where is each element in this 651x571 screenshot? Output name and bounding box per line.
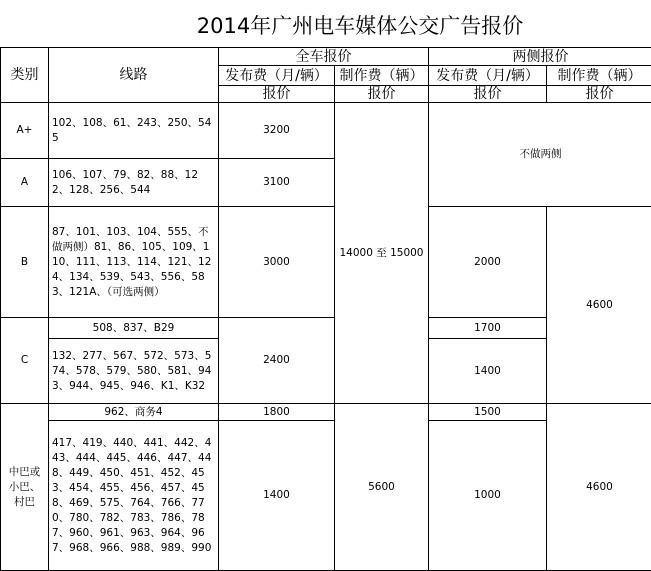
side-publish-c-1: 1700: [429, 318, 547, 339]
routes-mini-2: 417、419、440、441、442、443、444、445、446、447、448、449、450、451、452、453、454、455、456、457、458、469、575、764、766、770、780、782、783、786、787、960、961、963、964、967、968、966、988、989、990: [49, 421, 219, 571]
header-both-sides: 两侧报价: [429, 48, 651, 66]
category-c: C: [1, 318, 49, 404]
side-production-main: 4600: [547, 207, 651, 404]
full-publish-c: 2400: [219, 318, 335, 404]
full-publish-mini-2: 1400: [219, 421, 335, 571]
price-table: [0, 47, 651, 571]
category-a-plus: A+: [1, 103, 49, 159]
full-production-main: 14000 至 15000: [335, 103, 429, 404]
header-side-production-fee: 制作费（辆）: [547, 66, 651, 86]
header-full-production-fee: 制作费（辆）: [335, 66, 429, 86]
full-publish-mini-1: 1800: [219, 404, 335, 421]
header-side-publish-fee: 发布费（月/辆）: [429, 66, 547, 86]
header-side-production-price: 报价: [547, 86, 651, 103]
full-publish-a: 3100: [219, 159, 335, 207]
category-mini-bus: 中巴或小巴、村巴: [1, 404, 49, 571]
full-publish-a-plus: 3200: [219, 103, 335, 159]
header-route: 线路: [49, 48, 219, 103]
header-category: 类别: [1, 48, 49, 103]
side-publish-mini-2: 1000: [429, 421, 547, 571]
page-title: 2014年广州电车媒体公交广告报价: [170, 10, 550, 42]
header-full-publish-fee: 发布费（月/辆）: [219, 66, 335, 86]
side-publish-b: 2000: [429, 207, 547, 318]
routes-mini-1: 962、商务4: [49, 404, 219, 421]
routes-a: 106、107、79、82、88、122、128、256、544: [49, 159, 219, 207]
category-a: A: [1, 159, 49, 207]
side-production-mini: 4600: [547, 404, 651, 571]
header-full-car: 全车报价: [219, 48, 429, 66]
routes-c-1: 508、837、B29: [49, 318, 219, 339]
routes-a-plus: 102、108、61、243、250、545: [49, 103, 219, 159]
routes-b: 87、101、103、104、555、不做两侧）81、86、105、109、110、111、113、114、121、124、134、539、543、556、583、121A、（可选两侧）: [49, 207, 219, 318]
full-publish-b: 3000: [219, 207, 335, 318]
side-publish-c-2: 1400: [429, 339, 547, 404]
header-side-publish-price: 报价: [429, 86, 547, 103]
header-full-production-price: 报价: [335, 86, 429, 103]
side-publish-mini-1: 1500: [429, 404, 547, 421]
full-production-mini: 5600: [335, 404, 429, 571]
routes-c-2: 132、277、567、572、573、574、578、579、580、581、943、944、945、946、K1、K32: [49, 339, 219, 404]
no-sides-note: 不做两侧: [429, 103, 651, 207]
category-b: B: [1, 207, 49, 318]
header-full-publish-price: 报价: [219, 86, 335, 103]
